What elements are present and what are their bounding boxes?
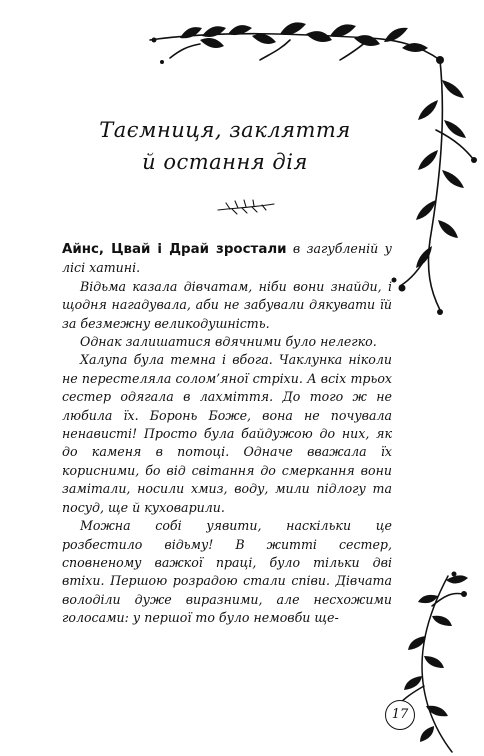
chapter-title-line-1: Таємниця, закляття xyxy=(99,118,351,142)
lead-in: Айнс, Цвай і Драй зростали xyxy=(62,242,287,257)
paragraph: Можна собі уявити, наскільки це розбестило відьму! В житті сестер, сповненому важкої праці, було тільки дві втіхи. Першою розрадою стали співи. Дівчата володіли дуже виразними, але несхожими голосами: у першої то було немовби ще- xyxy=(62,518,392,626)
page-number: 17 xyxy=(385,700,415,730)
paragraph: Відьма казала дівчатам, ніби вони знайди, і щодня нагадувала, аби не забували дякувати їй за безмежну великодушність. xyxy=(62,278,392,331)
body-text xyxy=(62,240,392,628)
paragraph: Однак залишатися вдячними було нелегко. xyxy=(80,334,377,350)
sprig-divider-icon xyxy=(216,198,276,216)
paragraph: Халупа була темна і вбога. Чаклунка ніколи не перестеляла солом’яної стріхи. А всіх трьох сестер одягала в лахміття. До того ж не любила їх. Боронь Боже, вона не почувала ненависті! Просто була байдужою до них, як до каменя в потоці. Одначе вважала їх корисними, бо від світання до смеркання вони замітали, носили хмиз, воду, мили підлогу та посуд, ще й куховарили. xyxy=(62,352,392,515)
paragraph: Айнс, Цвай і Драй зростали в загубленій у лісі хатині. xyxy=(62,241,392,276)
chapter-title-line-2: й остання дія xyxy=(142,150,308,174)
